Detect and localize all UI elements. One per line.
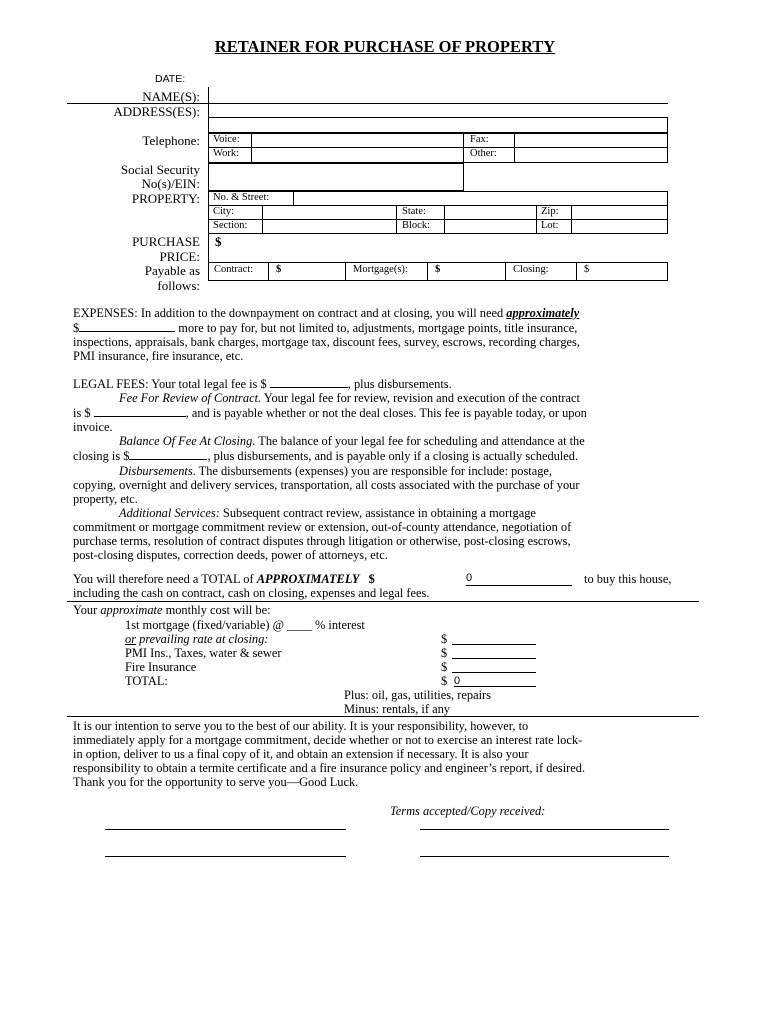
property-grid (208, 191, 668, 234)
payable-label: Payable as follows: (144, 263, 200, 293)
telephone-label: Telephone: (142, 133, 200, 148)
page-title: RETAINER FOR PURCHASE OF PROPERTY (214, 37, 556, 56)
contract-dollar: $ (276, 264, 282, 275)
closing-dollar: $ (584, 264, 590, 275)
signature-line-left-1[interactable] (105, 829, 346, 830)
addresses-label: ADDRESS(ES): (113, 104, 200, 119)
prevailing-dollar: $ (441, 632, 448, 646)
voice-label: Voice: (213, 134, 240, 145)
names-label: NAME(S): (142, 89, 200, 104)
monthly-intro: Your approximate monthly cost will be: (73, 603, 271, 617)
purchase-price-label: PURCHASE PRICE: (132, 234, 200, 264)
date-label: DATE: (155, 73, 186, 85)
signature-line-right-2[interactable] (420, 856, 669, 857)
signature-line-right-1[interactable] (420, 829, 669, 830)
section-label: Section: (213, 220, 248, 231)
first-mortgage-line: 1st mortgage (fixed/variable) @ ____ % interest (125, 618, 365, 632)
telephone-grid (208, 133, 668, 163)
zip-label: Zip: (541, 206, 559, 217)
fire-dollar: $ (441, 660, 448, 674)
total-dollar: $ (441, 674, 448, 688)
plus-line: Plus: oil, gas, utilities, repairs (344, 688, 491, 702)
pmi-dollar: $ (441, 646, 448, 660)
pmi-line: PMI Ins., Taxes, water & sewer (125, 646, 282, 660)
property-label: PROPERTY: (131, 191, 200, 206)
total-line-2: including the cash on contract, cash on closing, expenses and legal fees. (73, 586, 430, 600)
state-label: State: (402, 206, 426, 217)
fire-insurance-line: Fire Insurance (125, 660, 197, 674)
total-suffix: to buy this house, (584, 572, 672, 586)
legal-fees-section: LEGAL FEES: Your total legal fee is $ , plus disbursements. Fee For Review of Contract. Your legal fee for review, revision and execution of the contract is $ , and is payable whether or not the deal closes. This fee is payable today, or upon invoice. Balance Of Fee At Closing. The balance of your legal fee for scheduling and attendance at the closing is $ , plus disbursements, and is payable only if a closing is actually scheduled. Disbursements. The disbursements (expenses) you are responsible for include: postage, copying, overnight and delivery services, transportation, all costs associated with the purchase of your property, etc. Additional Services: Subsequent contract review, assistance in obtaining a mortgage commitment or mortgage commitment review or extension, out-of-county attendance, negotiation of purchase terms, resolution of contract disputes through litigation or otherwise, post-closing escrows, post-closing disputes, correction deeds, power of attorneys, etc. (73, 377, 587, 563)
monthly-total-field[interactable]: 0 (454, 675, 536, 687)
mortgage-dollar: $ (435, 264, 441, 275)
purchase-price-dollar: $ (215, 234, 222, 249)
closing-paragraph: It is our intention to serve you to the best of our ability. It is your responsibility, however, to immediately apply for a mortgage commitment, decide whether or not to exercise an interest rate lock- in option, deliver to us a final copy of it, and obtain an extension if necessary. It is also your responsibility to obtain a termite certificate and a fire insurance policy and engineer’s report, if desired. Thank you for the opportunity to serve you—Good Luck. (73, 719, 586, 790)
prevailing-rate-line: or prevailing rate at closing: (125, 632, 269, 646)
monthly-total-label: TOTAL: (125, 674, 168, 688)
address-field[interactable] (208, 117, 668, 133)
work-label: Work: (213, 148, 239, 159)
expenses-paragraph: EXPENSES: In addition to the downpayment on contract and at closing, you will need approximately $ more to pay for, but not limited to, adjustments, mortgage points, title insurance, inspections, appraisals, bank charges, mortgage tax, discount fees, survey, escrows, recording charges, PMI insurance, fire insurance, etc. (73, 306, 580, 364)
closing-label: Closing: (513, 264, 549, 275)
lot-label: Lot: (541, 220, 559, 231)
other-label: Other: (470, 148, 497, 159)
block-label: Block: (402, 220, 430, 231)
fax-label: Fax: (470, 134, 489, 145)
ssn-field[interactable] (208, 163, 464, 191)
street-label: No. & Street: (213, 192, 270, 203)
terms-accepted-label: Terms accepted/Copy received: (390, 804, 546, 818)
total-amount-field[interactable]: 0 (466, 572, 572, 586)
total-line: You will therefore need a TOTAL of APPROXIMATELY $ (73, 572, 375, 586)
contract-label: Contract: (214, 264, 254, 275)
minus-line: Minus: rentals, if any (344, 702, 450, 716)
mortgage-label: Mortgage(s): (353, 264, 408, 275)
city-label: City: (213, 206, 235, 217)
ssn-label: Social Security No(s)/EIN: (120, 162, 200, 191)
signature-line-left-2[interactable] (105, 856, 346, 857)
